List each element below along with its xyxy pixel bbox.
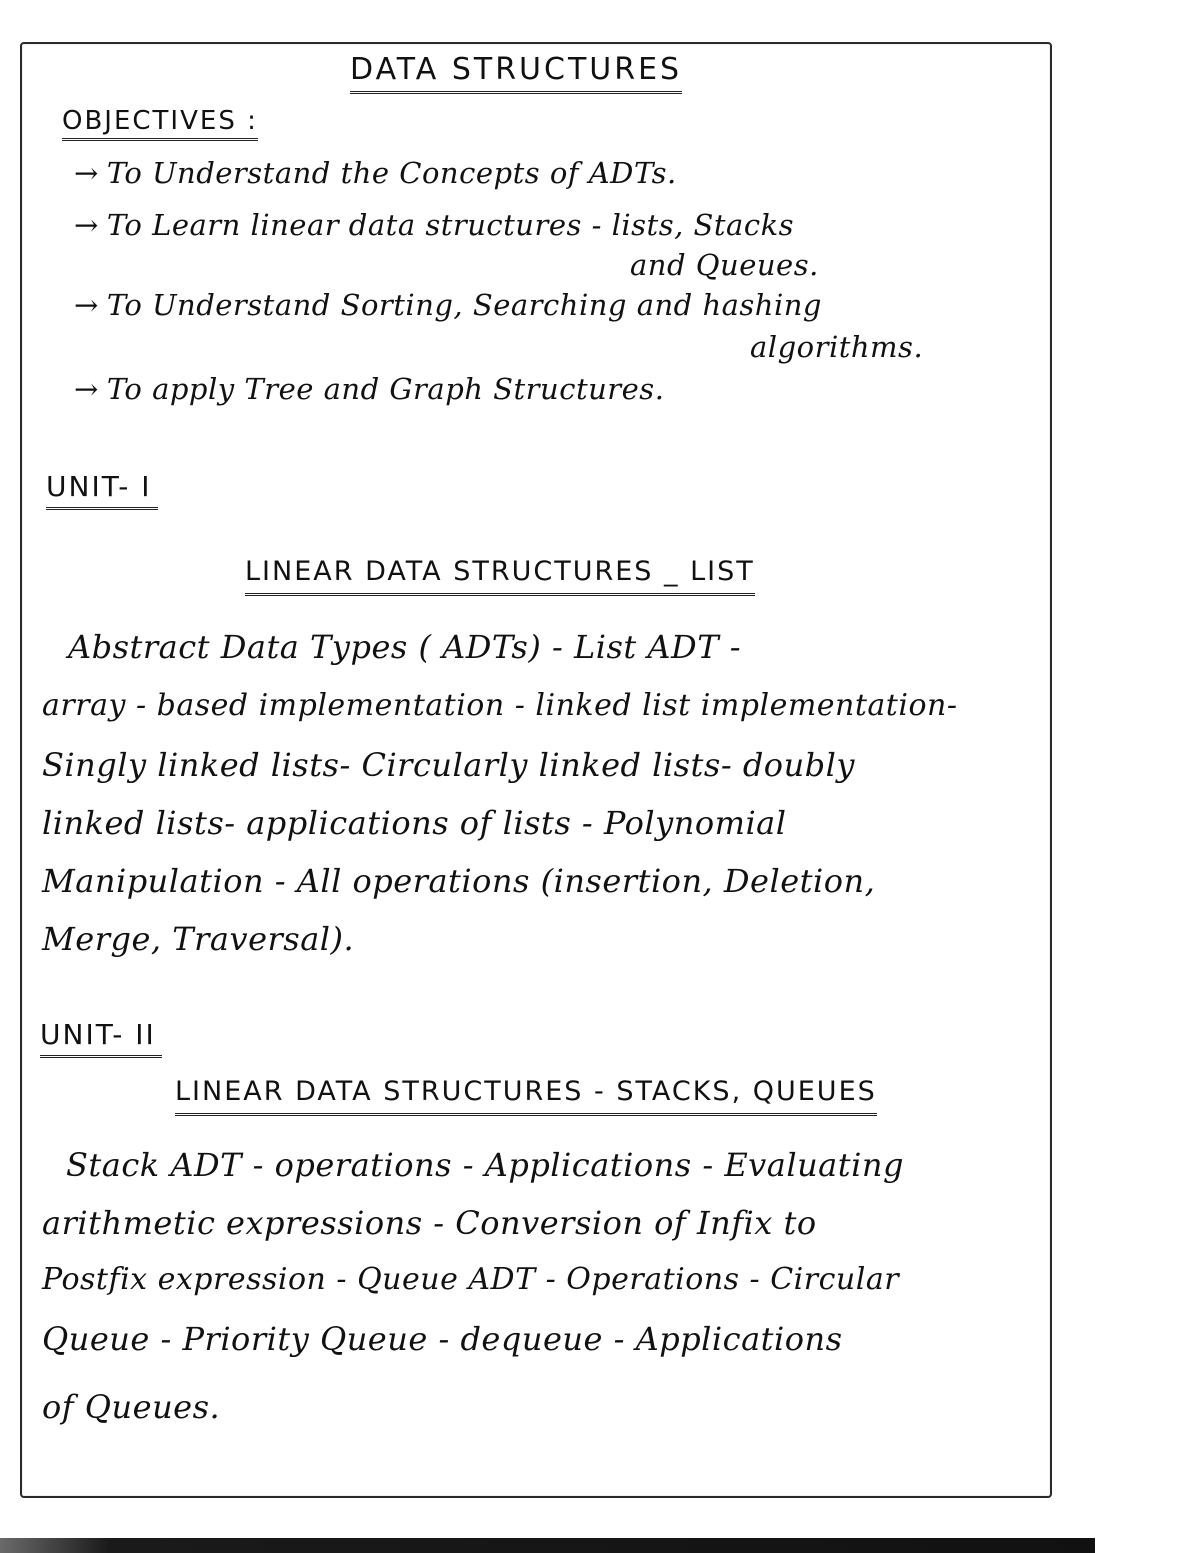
objective-continuation: and Queues. [630, 248, 819, 282]
objective-text: To Learn linear data structures - lists, Stacks [106, 208, 795, 242]
unit-1-line: Singly linked lists- Circularly linked lists- doubly [42, 746, 855, 784]
unit-1-line: Merge, Traversal). [42, 920, 355, 958]
objective-item [74, 156, 677, 190]
unit-1-line: Abstract Data Types ( ADTs) - List ADT - [68, 628, 742, 666]
unit-1-line: linked lists- applications of lists - Polynomial [42, 804, 787, 842]
unit-1-heading: UNIT- I [46, 470, 158, 510]
objective-continuation: algorithms. [750, 330, 924, 364]
arrow-right-icon: → [74, 288, 99, 322]
unit-1-line: array - based implementation - linked list implementation- [42, 688, 958, 723]
unit-2-line: arithmetic expressions - Conversion of Infix to [42, 1204, 817, 1242]
unit-1-title: LINEAR DATA STRUCTURES _ LIST [245, 556, 755, 596]
objective-text: To Understand Sorting, Searching and hashing [106, 288, 822, 322]
unit-2-title: LINEAR DATA STRUCTURES - STACKS, QUEUES [175, 1076, 877, 1116]
unit-2-line: Postfix expression - Queue ADT - Operations - Circular [42, 1262, 900, 1297]
objective-item [74, 208, 794, 242]
arrow-right-icon: → [74, 208, 99, 242]
unit-2-line: Queue - Priority Queue - dequeue - Applications [42, 1320, 843, 1358]
unit-1-line: Manipulation - All operations (insertion, Deletion, [42, 862, 876, 900]
unit-2-heading: UNIT- II [40, 1018, 162, 1058]
arrow-right-icon: → [74, 372, 99, 406]
unit-2-line: of Queues. [42, 1388, 221, 1426]
objective-text: To apply Tree and Graph Structures. [106, 372, 665, 406]
objective-item [74, 288, 822, 322]
objective-item [74, 372, 664, 406]
objectives-heading: OBJECTIVES : [62, 106, 258, 141]
arrow-right-icon: → [74, 156, 99, 190]
unit-2-line: Stack ADT - operations - Applications - Evaluating [66, 1146, 904, 1184]
page-title: DATA STRUCTURES [350, 52, 682, 94]
objective-text: To Understand the Concepts of ADTs. [106, 156, 677, 190]
